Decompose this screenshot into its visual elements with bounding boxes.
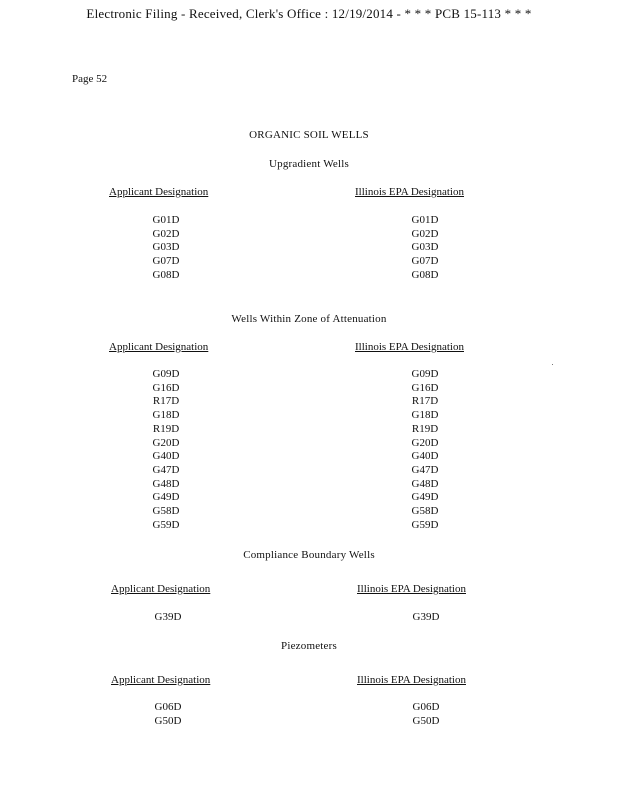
list-item: G47D (152, 463, 180, 476)
epa-wells-list-piezometers (406, 701, 446, 728)
list-item: G18D (152, 409, 180, 422)
list-item: G03D (411, 241, 439, 254)
applicant-designation-header: Applicant Designation (111, 583, 211, 595)
list-item: G40D (152, 450, 180, 463)
list-item: G48D (152, 477, 180, 490)
epa-wells-list-zone-of-attenuation (405, 368, 445, 532)
applicant-designation-header: Applicant Designation (109, 341, 209, 353)
applicant-designation-header: Applicant Designation (111, 674, 211, 686)
list-item: R19D (152, 422, 180, 435)
filing-stamp-header: Electronic Filing - Received, Clerk's Office : 12/19/2014 - * * * PCB 15-113 * * * (86, 6, 532, 21)
document-title: ORGANIC SOIL WELLS (249, 129, 369, 141)
illinois-epa-designation-header: Illinois EPA Designation (357, 674, 466, 686)
list-item: G08D (152, 268, 180, 281)
list-item: G02D (411, 227, 439, 240)
list-item: G08D (411, 268, 439, 281)
list-item: G40D (411, 450, 439, 463)
list-item: G50D (154, 714, 182, 727)
illinois-epa-designation-header: Illinois EPA Designation (355, 341, 464, 353)
applicant-wells-list-piezometers (148, 701, 188, 728)
list-item: G16D (152, 381, 180, 394)
list-item: G09D (152, 368, 180, 380)
section-title-zone-of-attenuation: Wells Within Zone of Attenuation (231, 313, 387, 325)
epa-wells-list-compliance-boundary (406, 611, 446, 625)
section-title-piezometers: Piezometers (281, 640, 337, 652)
illinois-epa-designation-header: Illinois EPA Designation (357, 583, 466, 595)
applicant-wells-list-upgradient (146, 214, 186, 283)
list-item: G39D (154, 611, 182, 623)
list-item: G07D (152, 255, 180, 268)
list-item: G58D (411, 505, 439, 518)
list-item: G50D (412, 714, 440, 727)
section-title-compliance-boundary-wells: Compliance Boundary Wells (243, 549, 375, 561)
list-item: R19D (411, 422, 439, 435)
list-item: G20D (152, 436, 180, 449)
list-item: G47D (411, 463, 439, 476)
list-item: G20D (411, 436, 439, 449)
list-item: G59D (152, 518, 180, 531)
list-item: R17D (152, 395, 180, 408)
page-number: Page 52 (72, 73, 108, 85)
list-item: G59D (411, 518, 439, 531)
section-title-upgradient-wells: Upgradient Wells (268, 158, 349, 170)
list-item: R17D (411, 395, 439, 408)
epa-wells-list-upgradient (405, 214, 445, 283)
list-item: G16D (411, 381, 439, 394)
list-item: G06D (412, 701, 440, 713)
scan-speck (552, 364, 553, 365)
list-item: G01D (411, 214, 439, 226)
list-item: G01D (152, 214, 180, 226)
applicant-designation-header: Applicant Designation (109, 186, 209, 198)
list-item: G49D (152, 491, 180, 504)
illinois-epa-designation-header: Illinois EPA Designation (355, 186, 464, 198)
list-item: G09D (411, 368, 439, 380)
list-item: G02D (152, 227, 180, 240)
list-item: G49D (411, 491, 439, 504)
list-item: G06D (154, 701, 182, 713)
list-item: G03D (152, 241, 180, 254)
list-item: G58D (152, 505, 180, 518)
list-item: G48D (411, 477, 439, 490)
list-item: G18D (411, 409, 439, 422)
applicant-wells-list-compliance-boundary (148, 611, 188, 625)
list-item: G07D (411, 255, 439, 268)
applicant-wells-list-zone-of-attenuation (146, 368, 186, 532)
list-item: G39D (412, 611, 440, 623)
